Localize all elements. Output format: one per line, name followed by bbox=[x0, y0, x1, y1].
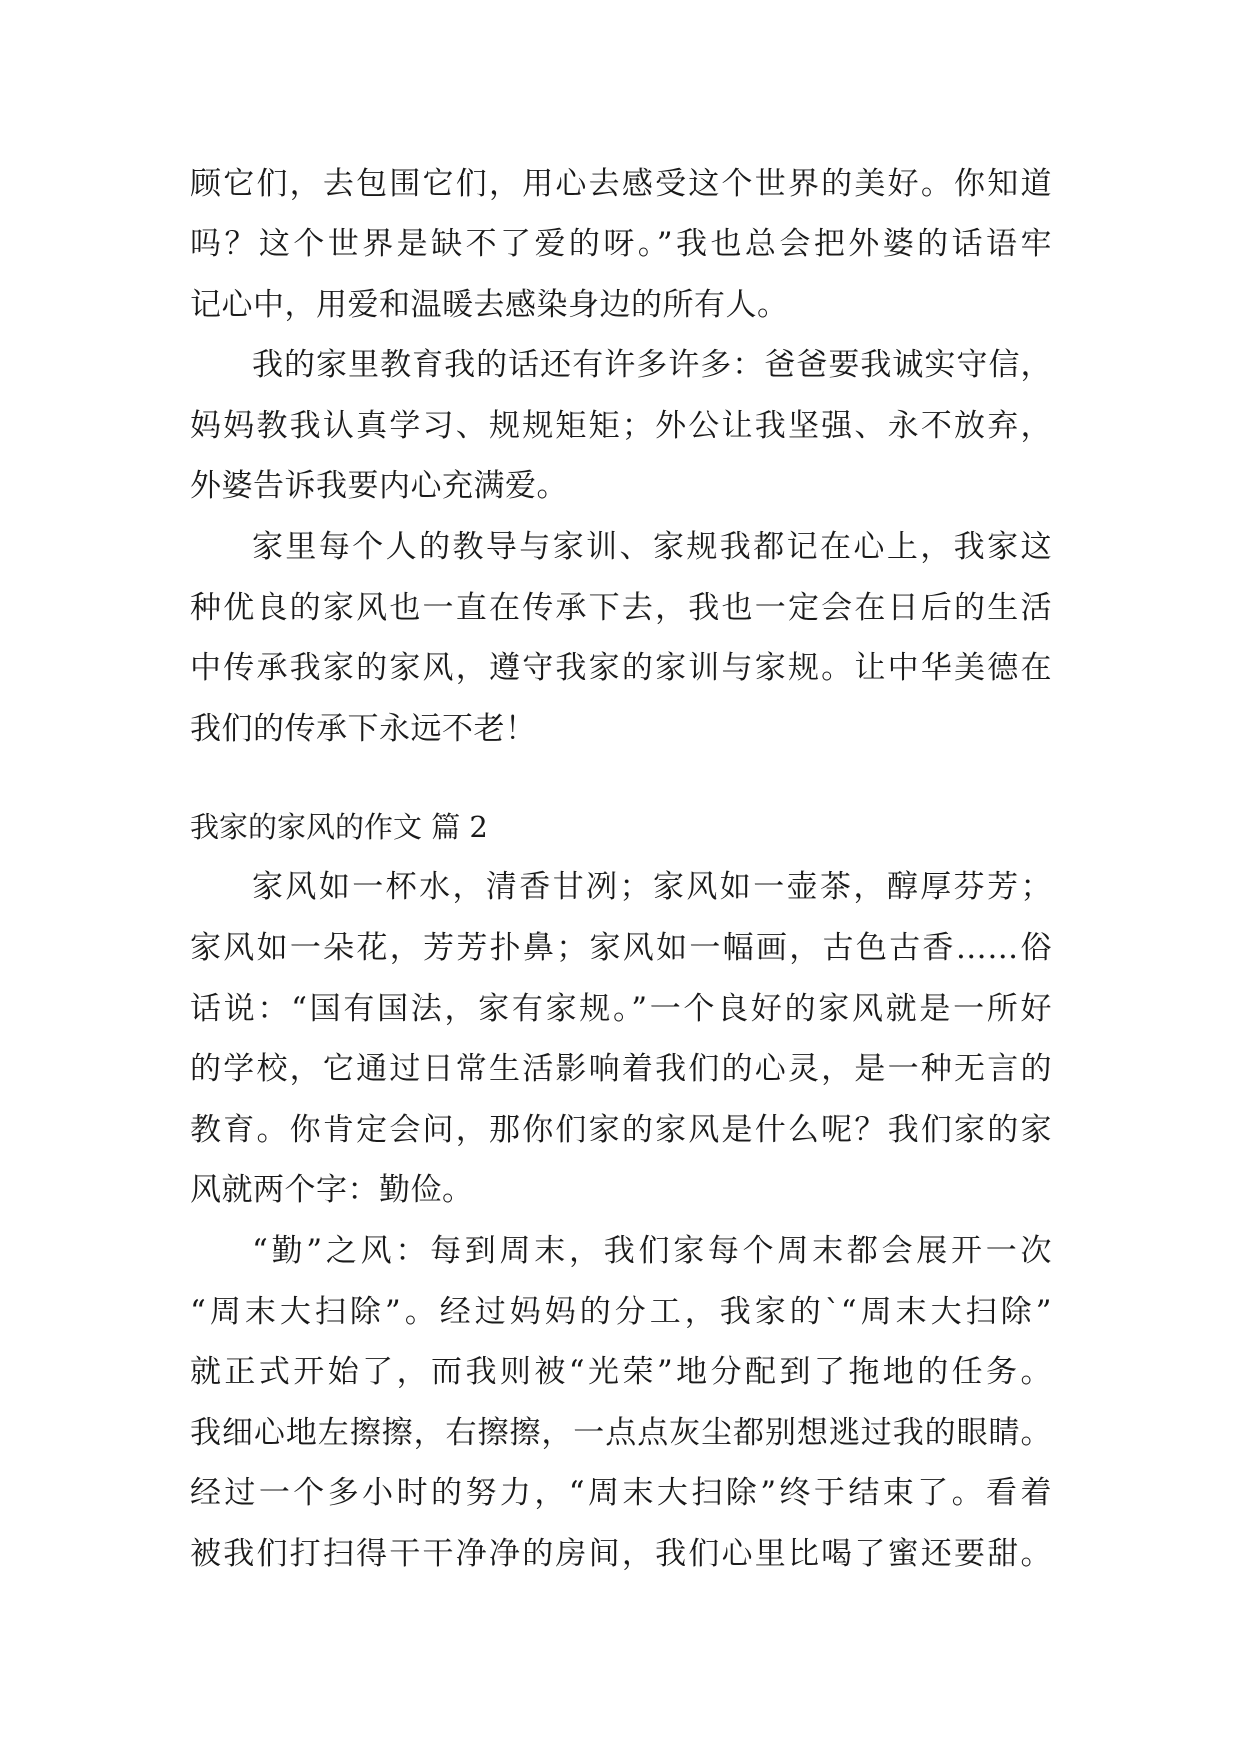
paragraph-5-line-5: 经过一个多小时的努力，“周末大扫除”终于结束了。看着 bbox=[190, 1475, 1052, 1511]
paragraph-3-line-3: 中传承我家的家风，遵守我家的家训与家规。让中华美德在 bbox=[190, 650, 1052, 686]
paragraph-4-line-6: 风就两个字：勤俭。 bbox=[190, 1172, 474, 1208]
paragraph-1-line-3: 记心中，用爱和温暖去感染身边的所有人。 bbox=[190, 287, 789, 323]
paragraph-4-line-3: 话说：“国有国法，家有家规。”一个良好的家风就是一所好 bbox=[190, 991, 1052, 1027]
paragraph-2-line-2: 妈妈教我认真学习、规规矩矩；外公让我坚强、永不放弃， bbox=[190, 408, 1052, 444]
paragraph-2-line-3: 外婆告诉我要内心充满爱。 bbox=[190, 468, 568, 504]
paragraph-3-line-1: 家里每个人的教导与家训、家规我都记在心上，我家这 bbox=[252, 529, 1052, 565]
paragraph-5-line-4: 我细心地左擦擦，右擦擦，一点点灰尘都别想逃过我的眼睛。 bbox=[190, 1415, 1052, 1451]
paragraph-3-line-2: 种优良的家风也一直在传承下去，我也一定会在日后的生活 bbox=[190, 590, 1052, 626]
paragraph-3-line-4: 我们的传承下永远不老！ bbox=[190, 711, 537, 747]
section-title: 我家的家风的作文 篇 2 bbox=[190, 810, 488, 844]
paragraph-1-line-1: 顾它们，去包围它们，用心去感受这个世界的美好。你知道 bbox=[190, 166, 1052, 202]
paragraph-4-line-1: 家风如一杯水，清香甘冽；家风如一壶茶，醇厚芬芳； bbox=[252, 869, 1052, 905]
paragraph-4-line-5: 教育。你肯定会问，那你们家的家风是什么呢？我们家的家 bbox=[190, 1112, 1052, 1148]
paragraph-4-line-4: 的学校，它通过日常生活影响着我们的心灵，是一种无言的 bbox=[190, 1051, 1052, 1087]
paragraph-5-line-2: “周末大扫除”。经过妈妈的分工，我家的`“周末大扫除” bbox=[190, 1294, 1052, 1330]
paragraph-5-line-6: 被我们打扫得干干净净的房间，我们心里比喝了蜜还要甜。 bbox=[190, 1536, 1052, 1572]
paragraph-2-line-1: 我的家里教育我的话还有许多许多：爸爸要我诚实守信， bbox=[252, 347, 1052, 383]
paragraph-5-line-1: “勤”之风：每到周末，我们家每个周末都会展开一次 bbox=[252, 1233, 1052, 1269]
paragraph-5-line-3: 就正式开始了，而我则被“光荣”地分配到了拖地的任务。 bbox=[190, 1354, 1052, 1390]
paragraph-4-line-2: 家风如一朵花，芳芳扑鼻；家风如一幅画，古色古香……俗 bbox=[190, 930, 1052, 966]
paragraph-1-line-2: 吗？这个世界是缺不了爱的呀。”我也总会把外婆的话语牢 bbox=[190, 226, 1052, 262]
